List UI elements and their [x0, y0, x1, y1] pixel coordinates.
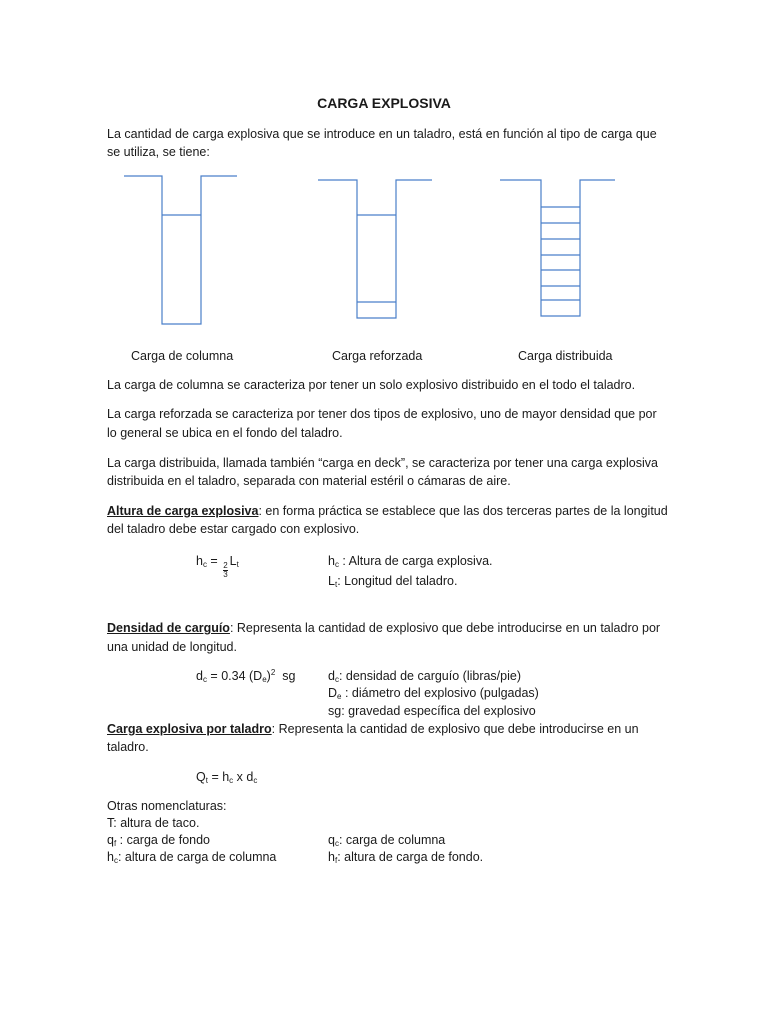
- label-carga-reforzada: Carga reforzada: [332, 349, 423, 363]
- diagram-carga-distribuida: [500, 180, 615, 316]
- intro-line-1: La cantidad de carga explosiva que se introduce en un taladro, está en función al tipo de carga que: [107, 127, 657, 141]
- altura-def-lt: $L_t$: Longitud del taladro.: [328, 574, 458, 589]
- densidad-line-1: Densidad de carguío: Representa la cantidad de explosivo que debe introducirse en un taladro por: [107, 621, 661, 635]
- nomenclatura-heading: Otras nomenclaturas:: [107, 799, 227, 813]
- densidad-def-de: $D_e$ : diámetro del explosivo (pulgadas): [328, 686, 539, 701]
- para-columna: La carga de columna se caracteriza por tener un solo explosivo distribuido en el todo el taladro.: [107, 378, 636, 392]
- page-title: CARGA EXPLOSIVA: [317, 95, 451, 111]
- nomenclatura-hf: $h_f$: altura de carga de fondo.: [328, 850, 484, 865]
- para-distribuida-1: La carga distribuida, llamada también “carga en deck”, se caracteriza por tener una carga explosiva: [107, 456, 658, 470]
- diagram-carga-reforzada: [318, 180, 432, 318]
- carga-taladro-formula: $Q_t = h_c$ x $d_c$: [196, 770, 258, 785]
- densidad-formula: $d_c = 0.34$ $(D_e)^2$ sg: [196, 668, 296, 684]
- densidad-heading: Densidad de carguío: [107, 621, 230, 635]
- label-carga-columna: Carga de columna: [131, 349, 234, 363]
- altura-formula: $h_c$ = $\frac{2}{3}$ $L_t$: [196, 554, 239, 579]
- altura-def-hc: $h_c$ : Altura de carga explosiva.: [328, 554, 493, 569]
- nomenclatura-hc: $h_c$: altura de carga de columna: [107, 850, 277, 865]
- densidad-def-dc: $d_c$: densidad de carguío (libras/pie): [328, 669, 522, 684]
- para-distribuida-2: distribuida en el taladro, separada con material estéril o cámaras de aire.: [107, 474, 511, 488]
- altura-line-1: Altura de carga explosiva: en forma práctica se establece que las dos terceras partes de la longitud: [107, 504, 668, 518]
- nomenclatura-qc: $q_c$: carga de columna: [328, 833, 446, 848]
- altura-heading: Altura de carga explosiva: [107, 504, 259, 518]
- densidad-def-sg: sg: gravedad específica del explosivo: [328, 704, 536, 718]
- carga-taladro-line-2: taladro.: [107, 740, 149, 754]
- carga-taladro-heading: Carga explosiva por taladro: [107, 722, 272, 736]
- label-carga-distribuida: Carga distribuida: [518, 349, 613, 363]
- densidad-line-2: una unidad de longitud.: [107, 640, 237, 654]
- blasthole-diagrams: [0, 0, 768, 340]
- altura-line-2: del taladro debe estar cargado con explosivo.: [107, 522, 360, 536]
- para-reforzada-1: La carga reforzada se caracteriza por tener dos tipos de explosivo, uno de mayor densidad que por: [107, 407, 657, 421]
- fraction: $\frac{2}{3}$: [223, 561, 228, 579]
- para-reforzada-2: lo general se ubica en el fondo del taladro.: [107, 426, 343, 440]
- carga-taladro-line-1: Carga explosiva por taladro: Representa la cantidad de explosivo que debe introducirse en un: [107, 722, 639, 736]
- intro-line-2: se utiliza, se tiene:: [107, 145, 210, 159]
- nomenclatura-qf: $q_f$ : carga de fondo: [107, 833, 211, 848]
- diagram-carga-columna: [124, 176, 237, 324]
- nomenclatura-taco: T: altura de taco.: [107, 816, 200, 830]
